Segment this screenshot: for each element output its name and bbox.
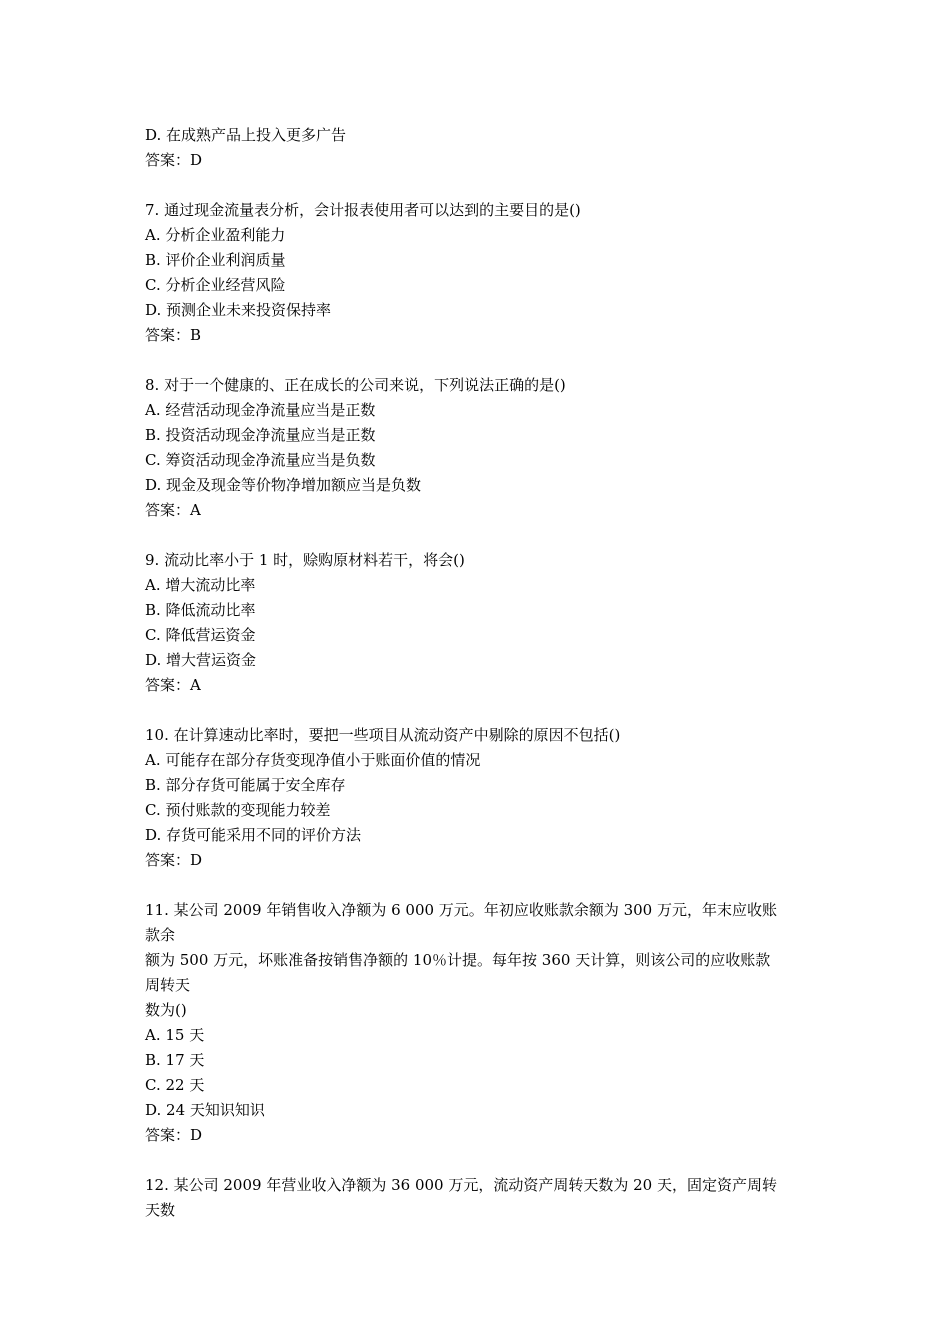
option-line: B. 17 天 <box>145 1051 205 1069</box>
paragraph-gap <box>145 523 810 548</box>
paragraph-gap <box>145 173 810 198</box>
option-line: C. 降低营运资金 <box>145 626 256 644</box>
answer-line: 答案：D <box>145 1126 203 1144</box>
option-line: C. 预付账款的变现能力较差 <box>145 801 331 819</box>
question-stem: 12. 某公司 2009 年营业收入净额为 36 000 万元，流动资产周转天数为 20 天，固定资产周转 <box>145 1176 777 1194</box>
paragraph-gap <box>145 348 810 373</box>
text-line: 天数 <box>145 1201 176 1219</box>
option-line: A. 增大流动比率 <box>145 576 256 594</box>
option-line: D. 24 天知识知识 <box>145 1101 265 1119</box>
answer-line: 答案：A <box>145 501 201 519</box>
option-line: D. 存货可能采用不同的评价方法 <box>145 826 362 844</box>
option-line: C. 分析企业经营风险 <box>145 276 286 294</box>
question-block <box>145 198 810 348</box>
option-line: A. 可能存在部分存货变现净值小于账面价值的情况 <box>145 751 481 769</box>
question-stem: 11. 某公司 2009 年销售收入净额为 6 000 万元。年初应收账款余额为 300 万元，年末应收账 <box>145 901 777 919</box>
option-line: D. 增大营运资金 <box>145 651 257 669</box>
answer-line: 答案：B <box>145 326 202 344</box>
question-block <box>145 898 810 1148</box>
answer-line: 答案：A <box>145 676 201 694</box>
paragraph-gap <box>145 1148 810 1173</box>
question-block <box>145 373 810 523</box>
option-line: D. 预测企业未来投资保持率 <box>145 301 332 319</box>
option-line: A. 15 天 <box>145 1026 205 1044</box>
document-body <box>145 123 810 1223</box>
option-line: B. 评价企业利润质量 <box>145 251 286 269</box>
option-line: C. 22 天 <box>145 1076 205 1094</box>
text-line: 周转天 <box>145 976 191 994</box>
option-line: A. 经营活动现金净流量应当是正数 <box>145 401 376 419</box>
answer-line: 答案：D <box>145 151 203 169</box>
question-block <box>145 548 810 698</box>
option-line: D. 现金及现金等价物净增加额应当是负数 <box>145 476 422 494</box>
answer-line: 答案：D <box>145 851 203 869</box>
option-line: C. 筹资活动现金净流量应当是负数 <box>145 451 376 469</box>
question-stem: 9. 流动比率小于 1 时，赊购原材料若干，将会() <box>145 551 465 569</box>
paragraph-gap <box>145 873 810 898</box>
question-block <box>145 723 810 873</box>
question-block <box>145 1173 810 1223</box>
text-line: 额为 500 万元，坏账准备按销售净额的 10％计提。每年按 360 天计算，则该公司的应收账款 <box>145 951 771 969</box>
question-stem: 8. 对于一个健康的、正在成长的公司来说，下列说法正确的是() <box>145 376 566 394</box>
text-line: 数为() <box>145 1001 187 1019</box>
option-line: B. 投资活动现金净流量应当是正数 <box>145 426 376 444</box>
paragraph-gap <box>145 698 810 723</box>
question-stem: 7. 通过现金流量表分析，会计报表使用者可以达到的主要目的是() <box>145 201 581 219</box>
option-line: D. 在成熟产品上投入更多广告 <box>145 126 347 144</box>
text-line: 款余 <box>145 926 176 944</box>
option-line: B. 降低流动比率 <box>145 601 256 619</box>
question-fragment <box>145 123 810 173</box>
option-line: A. 分析企业盈利能力 <box>145 226 286 244</box>
option-line: B. 部分存货可能属于安全库存 <box>145 776 346 794</box>
question-stem: 10. 在计算速动比率时，要把一些项目从流动资产中剔除的原因不包括() <box>145 726 621 744</box>
